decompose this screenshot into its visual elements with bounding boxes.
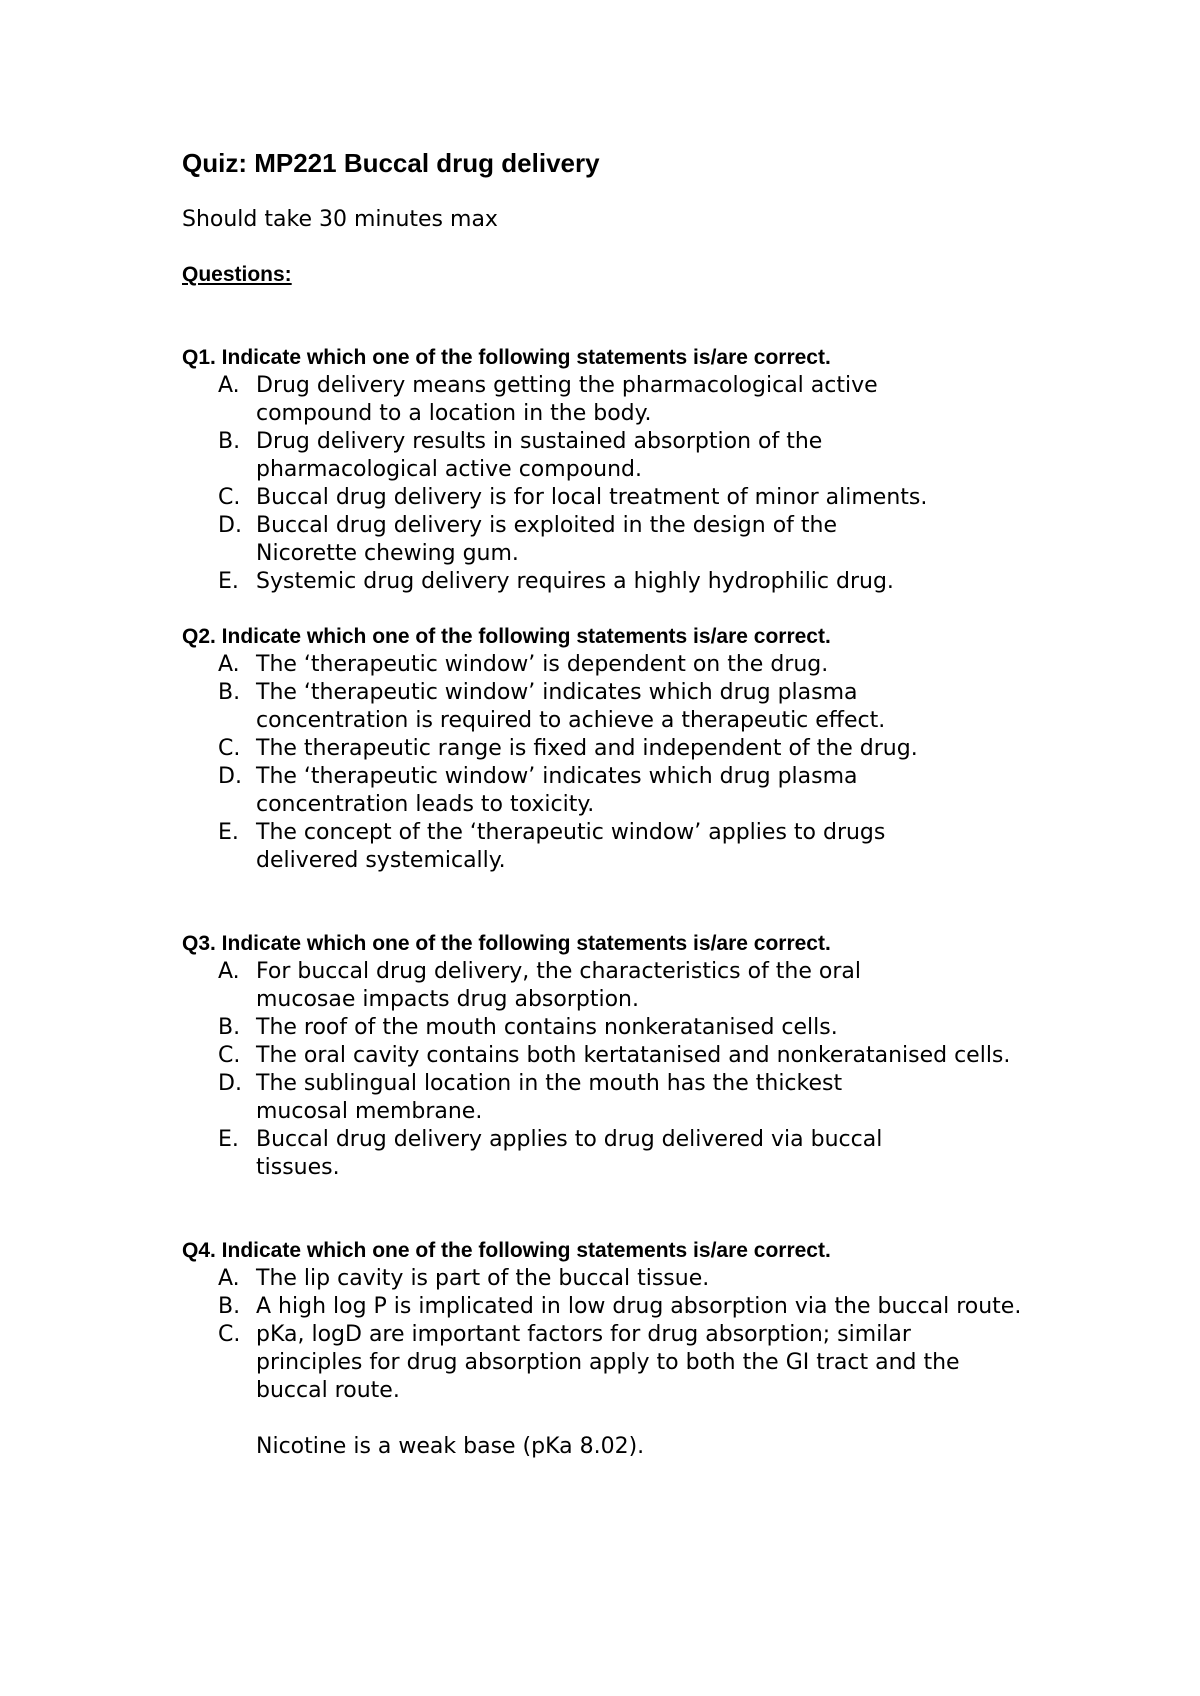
question-2 bbox=[182, 623, 1062, 875]
option-c bbox=[182, 1321, 1062, 1405]
question-stem: Q2. Indicate which one of the following statements is/are correct. bbox=[182, 625, 831, 648]
option-letter: A. bbox=[218, 959, 240, 984]
option-letter: C. bbox=[218, 736, 241, 761]
option-c bbox=[182, 484, 1062, 512]
option-text: Drug delivery results in sustained absorption of the pharmacological active compound. bbox=[256, 429, 823, 482]
option-letter: C. bbox=[218, 1322, 241, 1347]
option-b bbox=[182, 428, 1062, 484]
question-1 bbox=[182, 344, 1062, 596]
option-d bbox=[182, 1070, 1062, 1126]
question-stem: Q1. Indicate which one of the following statements is/are correct. bbox=[182, 346, 831, 369]
option-b bbox=[182, 1293, 1062, 1321]
option-letter: A. bbox=[218, 652, 240, 677]
option-c bbox=[182, 735, 1062, 763]
option-text: For buccal drug delivery, the characteristics of the oral mucosae impacts drug absorption. bbox=[256, 959, 861, 1012]
option-list bbox=[182, 1265, 1062, 1405]
question-stem: Q3. Indicate which one of the following statements is/are correct. bbox=[182, 932, 831, 955]
questions-heading: Questions: bbox=[182, 263, 292, 286]
option-a bbox=[182, 651, 1062, 679]
option-letter: B. bbox=[218, 1294, 241, 1319]
option-e bbox=[182, 819, 1062, 875]
option-text: The oral cavity contains both kertatanised and nonkeratanised cells. bbox=[256, 1043, 1011, 1068]
option-text: The ‘therapeutic window’ is dependent on the drug. bbox=[256, 652, 829, 677]
option-letter: B. bbox=[218, 1015, 241, 1040]
question-4 bbox=[182, 1237, 1062, 1461]
option-text: The ‘therapeutic window’ indicates which drug plasma concentration leads to toxicity. bbox=[256, 764, 858, 817]
option-b bbox=[182, 679, 1062, 735]
option-text: Drug delivery means getting the pharmacological active compound to a location in the body. bbox=[256, 373, 878, 426]
option-e bbox=[182, 568, 1062, 596]
option-text: Buccal drug delivery is exploited in the design of the Nicorette chewing gum. bbox=[256, 513, 837, 566]
question-stem: Q4. Indicate which one of the following statements is/are correct. bbox=[182, 1239, 831, 1262]
option-text: Buccal drug delivery is for local treatment of minor aliments. bbox=[256, 485, 928, 510]
option-text: Buccal drug delivery applies to drug delivered via buccal tissues. bbox=[256, 1127, 883, 1180]
option-letter: D. bbox=[218, 1071, 242, 1096]
option-text: Systemic drug delivery requires a highly hydrophilic drug. bbox=[256, 569, 894, 594]
option-text: The therapeutic range is fixed and independent of the drug. bbox=[256, 736, 918, 761]
option-text: The sublingual location in the mouth has the thickest mucosal membrane. bbox=[256, 1071, 843, 1124]
option-a bbox=[182, 1265, 1062, 1293]
option-c bbox=[182, 1042, 1062, 1070]
option-d bbox=[182, 512, 1062, 568]
option-letter: E. bbox=[218, 820, 239, 845]
option-letter: B. bbox=[218, 429, 241, 454]
option-letter: C. bbox=[218, 485, 241, 510]
option-text: The lip cavity is part of the buccal tissue. bbox=[256, 1266, 710, 1291]
option-e bbox=[182, 1126, 1062, 1182]
option-text: The ‘therapeutic window’ indicates which drug plasma concentration is required to achieve a therapeutic effect. bbox=[256, 680, 886, 733]
option-letter: D. bbox=[218, 764, 242, 789]
question-3 bbox=[182, 930, 1062, 1182]
option-list bbox=[182, 651, 1062, 875]
option-a bbox=[182, 372, 1062, 428]
option-letter: D. bbox=[218, 513, 242, 538]
option-text: pKa, logD are important factors for drug absorption; similar principles for drug absorption apply to both the GI tract and the buccal route. bbox=[256, 1322, 960, 1403]
option-letter: B. bbox=[218, 680, 241, 705]
option-list bbox=[182, 372, 1062, 596]
option-letter: A. bbox=[218, 1266, 240, 1291]
quiz-title: Quiz: MP221 Buccal drug delivery bbox=[182, 148, 600, 178]
option-d bbox=[182, 763, 1062, 819]
nicotine-note: Nicotine is a weak base (pKa 8.02). bbox=[256, 1434, 645, 1459]
option-letter: A. bbox=[218, 373, 240, 398]
option-text: The concept of the ‘therapeutic window’ applies to drugs delivered systemically. bbox=[256, 820, 886, 873]
option-letter: E. bbox=[218, 1127, 239, 1152]
quiz-duration: Should take 30 minutes max bbox=[182, 207, 498, 232]
option-letter: E. bbox=[218, 569, 239, 594]
option-text: A high log P is implicated in low drug absorption via the buccal route. bbox=[256, 1294, 1022, 1319]
option-a bbox=[182, 958, 1062, 1014]
option-text: The roof of the mouth contains nonkeratanised cells. bbox=[256, 1015, 838, 1040]
option-letter: C. bbox=[218, 1043, 241, 1068]
option-b bbox=[182, 1014, 1062, 1042]
option-list bbox=[182, 958, 1062, 1182]
